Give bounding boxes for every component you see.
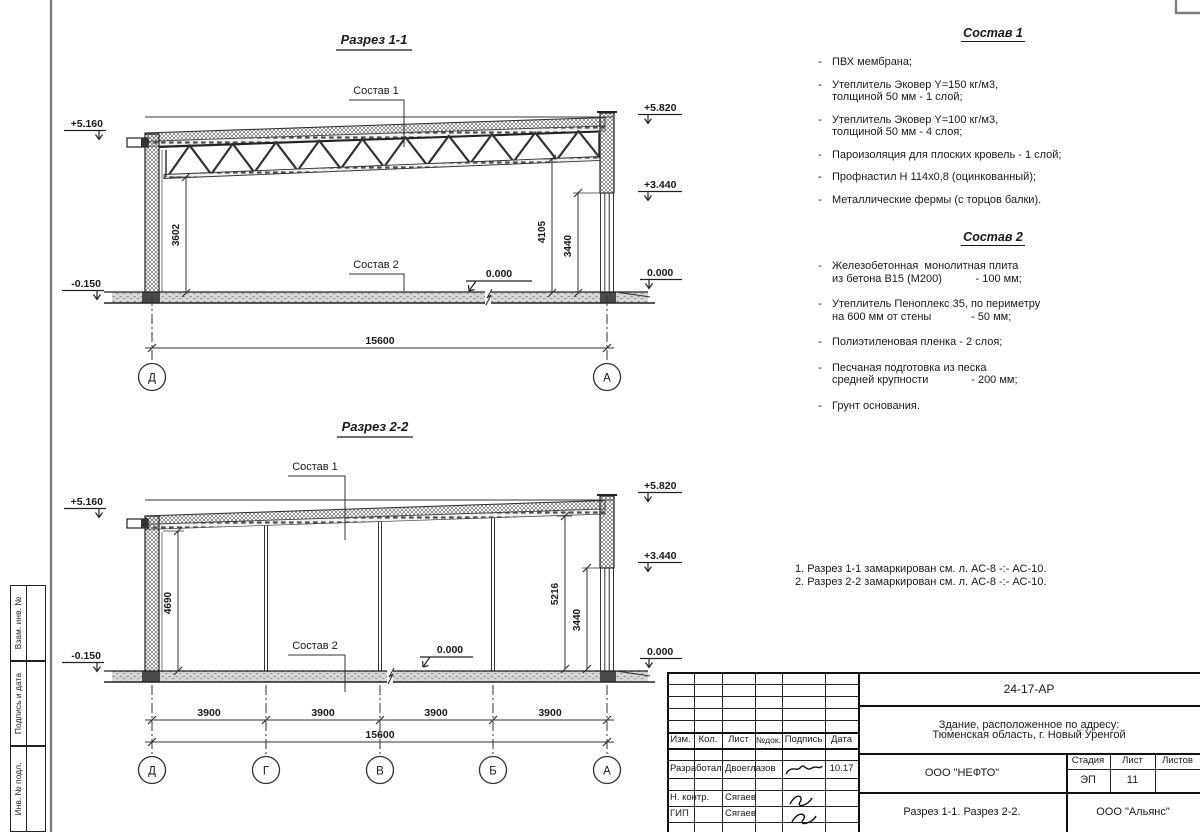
notes (795, 563, 1200, 589)
sidebar-label-vzam: Взам. инв. № (13, 596, 23, 650)
elev-floor-zero-s2 (420, 644, 473, 667)
row-ncontrol-name: Сягаев (725, 791, 756, 803)
list-item: - Полиэтиленовая пленка - 2 слоя; (818, 336, 1003, 348)
doc-number: 24-17-АР (1003, 681, 1055, 696)
stage-value: ЭП (1080, 774, 1096, 787)
note-line: 1. Разрез 1-1 замаркирован см. л. АС-8 -:- АС-10. (795, 563, 1047, 575)
sheets-value (1155, 770, 1200, 791)
elev-left-top-s1 (64, 118, 106, 140)
row-gip-role: ГИП (670, 807, 689, 819)
svg-text:15600: 15600 (365, 335, 395, 347)
svg-text:+5.160: +5.160 (70, 496, 103, 508)
section-2-2-title: Разрез 2-2 (341, 419, 409, 434)
svg-text:3900: 3900 (311, 707, 335, 719)
list-item: - ПВХ мембрана; (818, 56, 913, 68)
project-name: Здание, расположенное по адресу: Тюменская область, г. Новый Уренгой (932, 718, 1126, 741)
dim-4105 (537, 155, 557, 297)
list-item: - Металлические фермы (с торцов балки). (818, 193, 1042, 206)
sidebar-label-inv: Инв. № подл. (13, 762, 23, 816)
list-item: - Утеплитель Эковер Y=150 кг/м3, толщиной 50 мм - 1 слой; (818, 78, 999, 103)
svg-text:3900: 3900 (424, 707, 448, 719)
elev-right-top-s1 (638, 102, 682, 124)
svg-text:15600: 15600 (365, 729, 395, 741)
list-item: - Утеплитель Эковер Y=100 кг/м3, толщиной 50 мм - 4 слоя; (818, 113, 999, 138)
list-item: - Профнастил Н 114х0,8 (оцинкованный); (818, 171, 1037, 183)
svg-text:Г: Г (262, 765, 270, 778)
sostav2-leader-label-2: Состав 2 (292, 640, 338, 652)
sidebar-label-podpis: Подпись и дата (13, 672, 23, 735)
elev-floor-zero-s1 (466, 268, 532, 291)
list-item: - Грунт основания. (818, 399, 920, 412)
svg-text:0.000: 0.000 (647, 267, 674, 279)
elev-right-mid-s1 (638, 179, 682, 201)
section-1-1-title: Разрез 1-1 (340, 32, 408, 47)
stage-label: Стадия (1071, 755, 1105, 767)
svg-text:+3.440: +3.440 (644, 179, 677, 191)
list-item: - Пароизоляция для плоских кровель - 1 слой; (818, 148, 1062, 161)
svg-text:-0.150: -0.150 (71, 278, 101, 290)
list-item: - Песчаная подготовка из песка средней крупности - 200 мм; (818, 361, 1018, 386)
svg-text:+3.440: +3.440 (644, 550, 677, 562)
row-developer-date: 10.17 (829, 762, 854, 774)
dim-5216 (550, 512, 572, 673)
row-developer-name: Двоеглазов (725, 762, 776, 774)
sheets-label: Листов (1162, 755, 1193, 767)
svg-text:А: А (603, 765, 611, 778)
svg-text:В: В (376, 765, 384, 778)
elev-left-top-s2 (64, 496, 106, 518)
title-block (667, 672, 1200, 832)
svg-text:Б: Б (489, 765, 497, 778)
sostav1-leader-label-2: Состав 1 (292, 461, 338, 473)
section-2-2 (62, 419, 682, 784)
col-list: Лист (728, 734, 749, 746)
svg-text:4105: 4105 (537, 220, 548, 244)
note-line: 2. Разрез 2-2 замаркирован см. л. АС-8 -:- АС-10. (795, 576, 1047, 588)
sostav2-leader-label: Состав 2 (353, 259, 399, 271)
sostav1-heading: Состав 1 (963, 26, 1023, 40)
svg-text:0.000: 0.000 (485, 268, 513, 280)
signature-developer (782, 760, 825, 778)
elev-left-bottom-s2 (62, 650, 104, 672)
sheet-value: 11 (1126, 774, 1139, 787)
sostav2-heading: Состав 2 (963, 230, 1023, 244)
dim-3440-s2 (572, 564, 602, 673)
col-izm: Изм. (670, 734, 691, 746)
sostav1-list (792, 56, 1194, 206)
list-item: - Железобетонная монолитная плита из бетона В15 (М200) - 100 мм; (818, 260, 1022, 285)
svg-text:3900: 3900 (197, 707, 221, 719)
col-doc: №док. (756, 735, 781, 746)
specs-column (792, 26, 1194, 425)
dim-4690 (163, 527, 184, 675)
col-podpis: Подпись (784, 734, 823, 746)
svg-text:5216: 5216 (550, 582, 561, 606)
row-developer-role: Разработал (670, 762, 722, 774)
axes-s2 (139, 685, 621, 784)
svg-text:+5.820: +5.820 (644, 102, 677, 114)
axis-bubble-a: А (603, 372, 611, 385)
contractor-cell: ООО "Альянс" (1096, 805, 1170, 818)
svg-text:3900: 3900 (538, 707, 562, 719)
axes-s1 (139, 296, 621, 391)
svg-text:4690: 4690 (163, 591, 174, 615)
col-data: Дата (830, 734, 853, 746)
dim-3440-s1 (563, 189, 601, 297)
elev-right-zero-s2 (640, 646, 682, 668)
svg-text:-0.150: -0.150 (71, 650, 101, 662)
svg-text:3440: 3440 (572, 608, 583, 632)
elev-left-bottom-s1 (62, 278, 104, 300)
sheet-title: Разрез 1-1. Разрез 2-2. (903, 805, 1021, 818)
sostav2-list (792, 260, 1194, 412)
svg-text:3602: 3602 (171, 223, 182, 247)
company-cell: ООО "НЕФТО" (924, 766, 1000, 779)
sostav1-leader-label: Состав 1 (353, 85, 399, 97)
col-kol: Кол. (698, 734, 718, 746)
signature-ncontrol-gip (782, 790, 825, 830)
dim-3602 (170, 173, 191, 297)
axis-bubble-d: Д (148, 372, 156, 385)
row-ncontrol-role: Н. контр. (670, 791, 710, 803)
section-1-1 (62, 32, 682, 391)
elev-right-mid-s2 (638, 550, 682, 572)
svg-text:+5.160: +5.160 (70, 118, 103, 130)
svg-text:3440: 3440 (563, 234, 574, 258)
elev-right-zero-s1 (640, 267, 682, 289)
list-item: - Утеплитель Пеноплекс 35, по периметру на 600 мм от стены - 50 мм; (818, 298, 1041, 323)
sheet-label: Лист (1122, 755, 1143, 767)
elev-right-top-s2 (638, 480, 682, 502)
svg-text:Д: Д (148, 765, 156, 778)
row-gip-name: Сягаев (725, 807, 756, 819)
svg-text:0.000: 0.000 (647, 646, 674, 658)
svg-text:0.000: 0.000 (436, 644, 464, 656)
svg-text:+5.820: +5.820 (644, 480, 677, 492)
